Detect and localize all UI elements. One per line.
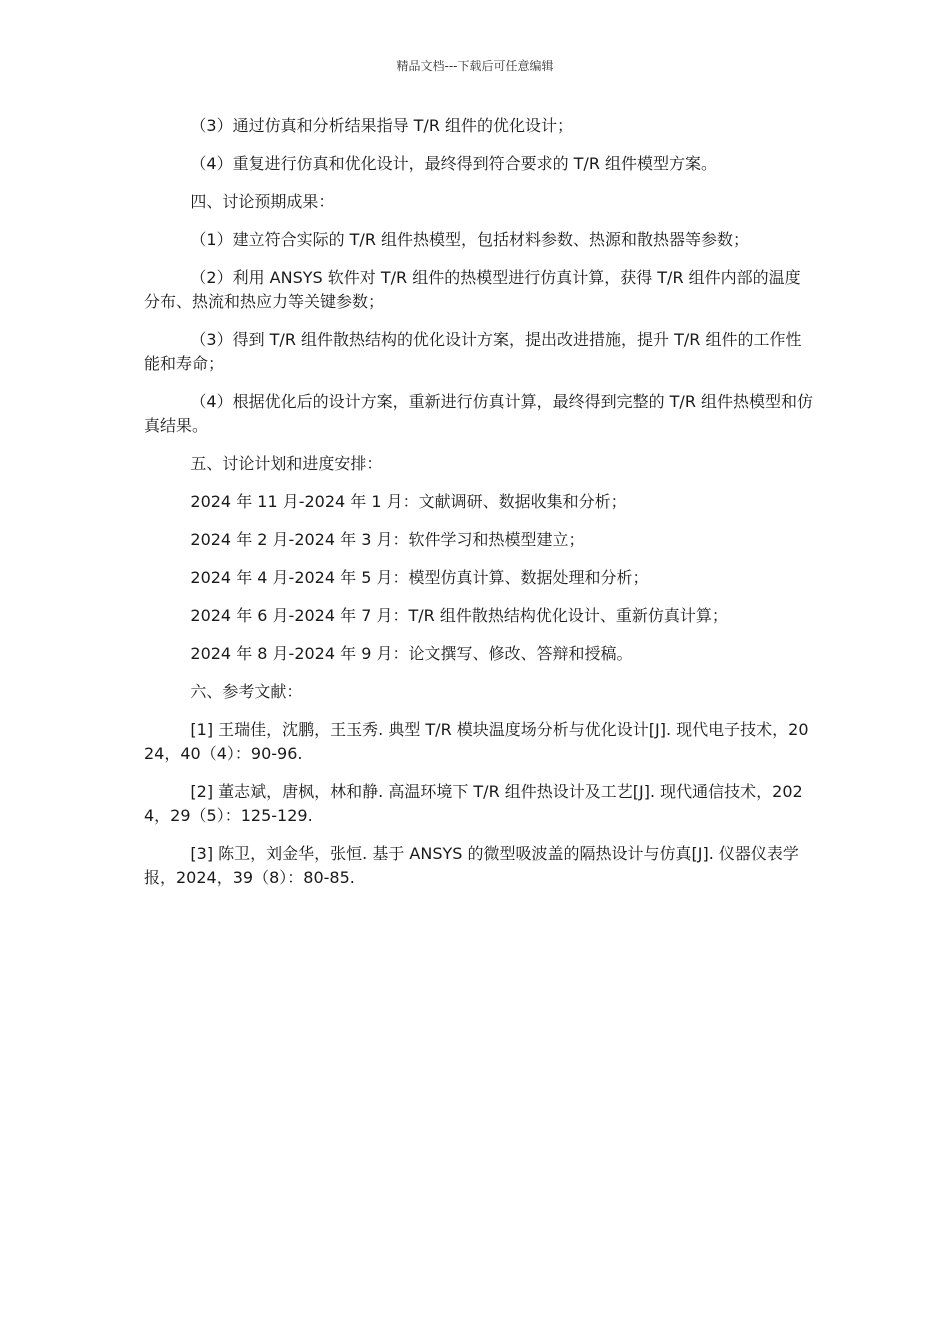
reference-item-1: [1] 王瑞佳，沈鹏，王玉秀. 典型 T/R 模块温度场分析与优化设计[J]. 现代电子技术，2024，40（4）：90-96.	[144, 720, 809, 763]
paragraph-step-4: （4）重复进行仿真和优化设计，最终得到符合要求的 T/R 组件模型方案。	[190, 154, 718, 173]
document-body	[144, 114, 816, 904]
section-heading-references: 六、参考文献：	[190, 682, 303, 701]
schedule-item-5: 2024 年 8 月-2024 年 9 月：论文撰写、修改、答辩和授稿。	[190, 644, 633, 663]
schedule-item-3: 2024 年 4 月-2024 年 5 月：模型仿真计算、数据处理和分析；	[190, 568, 649, 587]
paragraph-result-2: （2）利用 ANSYS 软件对 T/R 组件的热模型进行仿真计算，获得 T/R 组件内部的温度分布、热流和热应力等关键参数；	[144, 268, 801, 311]
schedule-item-4: 2024 年 6 月-2024 年 7 月：T/R 组件散热结构优化设计、重新仿真计算；	[190, 606, 728, 625]
reference-item-2: [2] 董志斌，唐枫，林和静. 高温环境下 T/R 组件热设计及工艺[J]. 现代通信技术，2024，29（5）：125-129.	[144, 782, 803, 825]
paragraph-result-4: （4）根据优化后的设计方案，重新进行仿真计算，最终得到完整的 T/R 组件热模型和仿真结果。	[144, 392, 814, 435]
schedule-item-1: 2024 年 11 月-2024 年 1 月：文献调研、数据收集和分析；	[190, 492, 627, 511]
paragraph-result-3: （3）得到 T/R 组件散热结构的优化设计方案，提出改进措施，提升 T/R 组件的工作性能和寿命；	[144, 330, 802, 373]
paragraph-step-3: （3）通过仿真和分析结果指导 T/R 组件的优化设计；	[190, 116, 574, 135]
section-heading-schedule: 五、讨论计划和进度安排：	[190, 454, 383, 473]
reference-item-3: [3] 陈卫，刘金华，张恒. 基于 ANSYS 的微型吸波盖的隔热设计与仿真[J]. 仪器仪表学报，2024，39（8）：80-85.	[144, 844, 799, 887]
page-header: 精品文档---下载后可任意编辑	[396, 59, 554, 73]
section-heading-expected-results: 四、讨论预期成果：	[190, 192, 335, 211]
paragraph-result-1: （1）建立符合实际的 T/R 组件热模型，包括材料参数、热源和散热器等参数；	[190, 230, 750, 249]
schedule-item-2: 2024 年 2 月-2024 年 3 月：软件学习和热模型建立；	[190, 530, 585, 549]
